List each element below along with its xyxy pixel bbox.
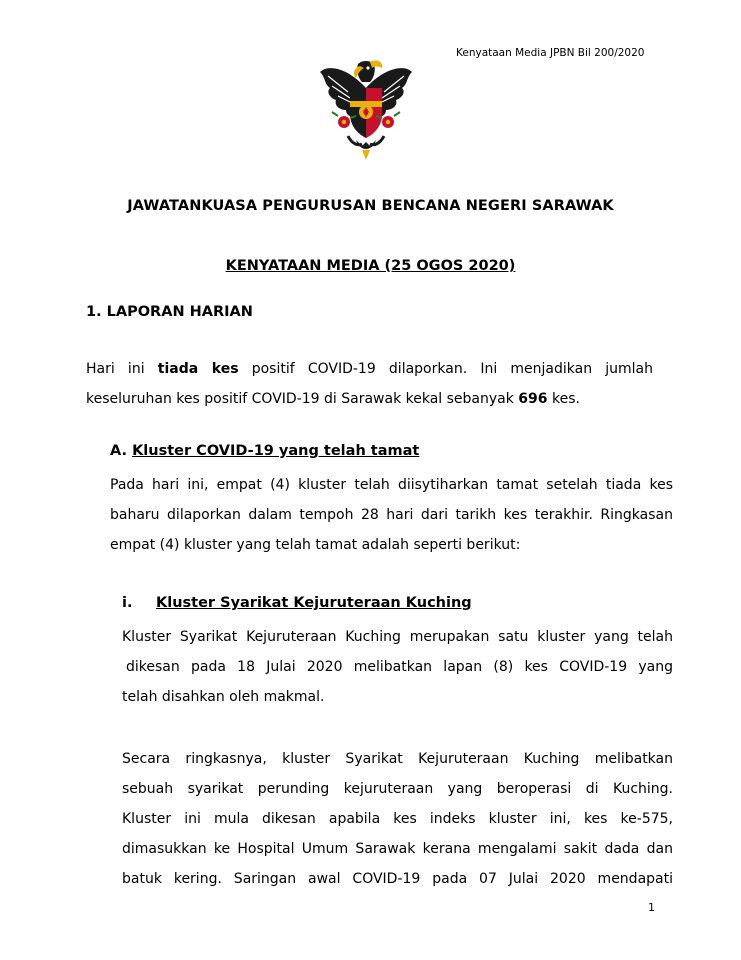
- daily-report-paragraph: [86, 354, 653, 414]
- paragraph-line: Hari ini tiada kes positif COVID-19 dilaporkan. Ini menjadikan jumlah: [86, 361, 653, 377]
- cluster-summary-paragraph: [122, 744, 673, 894]
- paragraph-line: sebuah syarikat perunding kejuruteraan yang beroperasi di Kuching.: [122, 781, 673, 797]
- paragraph-line: keseluruhan kes positif COVID-19 di Sarawak kekal sebanyak 696 kes.: [86, 391, 580, 407]
- highlight-no-cases: tiada kes: [157, 361, 239, 377]
- subsection-heading-ended-clusters: A. Kluster COVID-19 yang telah tamat: [110, 443, 420, 459]
- media-reference: Kenyataan Media JPBN Bil 200/2020: [456, 47, 645, 59]
- organization-title: JAWATANKUASA PENGURUSAN BENCANA NEGERI SARAWAK: [127, 198, 614, 214]
- paragraph-line: Kluster Syarikat Kejuruteraan Kuching merupakan satu kluster yang telah: [122, 629, 673, 645]
- cluster-detection-paragraph: [122, 622, 673, 712]
- page-number: 1: [648, 901, 655, 914]
- paragraph-line: Kluster ini mula dikesan apabila kes indeks kluster ini, kes ke-575,: [122, 811, 673, 827]
- media-statement-title: KENYATAAN MEDIA (25 OGOS 2020): [225, 258, 516, 274]
- section-heading-daily-report: 1. LAPORAN HARIAN: [86, 304, 253, 320]
- paragraph-line: Secara ringkasnya, kluster Syarikat Kejuruteraan Kuching melibatkan: [122, 751, 673, 767]
- paragraph-line: baharu dilaporkan dalam tempoh 28 hari dari tarikh kes terakhir. Ringkasan: [110, 507, 673, 523]
- paragraph-line: Pada hari ini, empat (4) kluster telah diisytiharkan tamat setelah tiada kes: [110, 477, 673, 493]
- sarawak-coat-of-arms-icon: [318, 58, 414, 162]
- highlight-total-cases: 696: [518, 391, 548, 407]
- paragraph-line: dimasukkan ke Hospital Umum Sarawak kerana mengalami sakit dada dan: [122, 841, 673, 857]
- paragraph-line: empat (4) kluster yang telah tamat adalah seperti berikut:: [110, 537, 521, 553]
- item-heading-kuching-engineering-cluster: i. Kluster Syarikat Kejuruteraan Kuching: [122, 595, 472, 611]
- ended-clusters-paragraph: [110, 470, 673, 560]
- paragraph-line: batuk kering. Saringan awal COVID-19 pada 07 Julai 2020 mendapati: [122, 871, 673, 887]
- paragraph-line: telah disahkan oleh makmal.: [122, 689, 325, 705]
- paragraph-line: dikesan pada 18 Julai 2020 melibatkan lapan (8) kes COVID-19 yang: [126, 659, 673, 675]
